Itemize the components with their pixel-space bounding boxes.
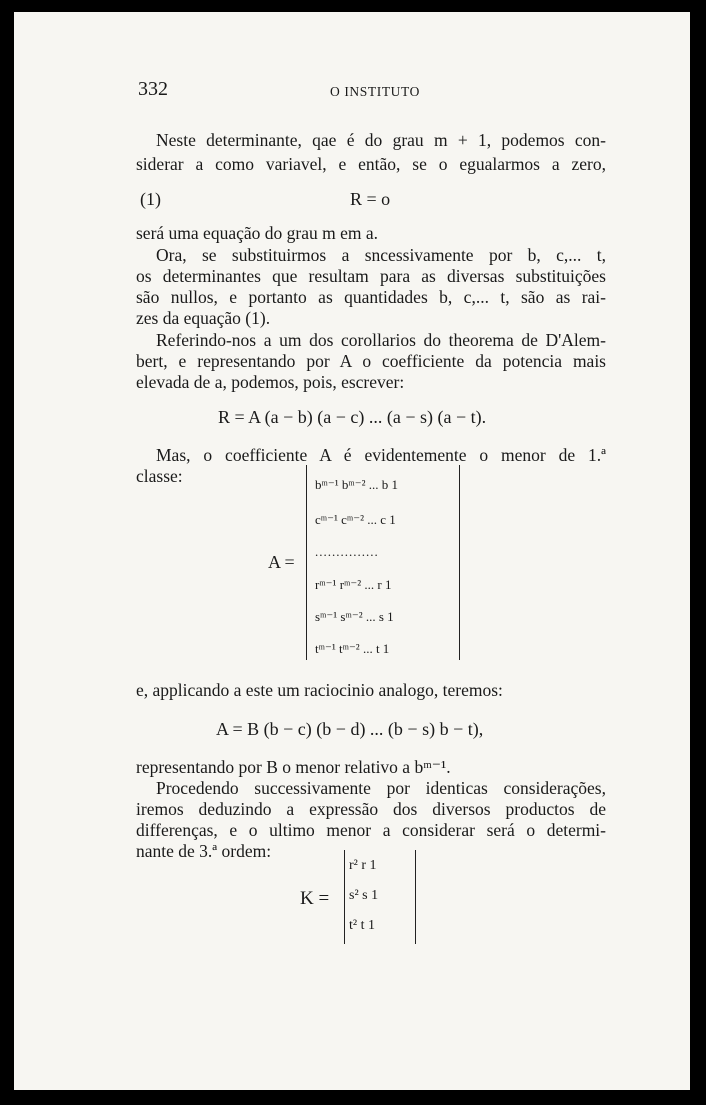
text-line: representando por B o menor relativo a bᵐ⁻¹. bbox=[136, 757, 451, 777]
page-number: 332 bbox=[138, 78, 168, 100]
text-line: Referindo-nos a um dos corollarios do theorema de D'Alem- bbox=[156, 330, 606, 350]
matrix-row: t² t 1 bbox=[349, 918, 375, 933]
text-line: e, applicando a este um raciocinio analogo, teremos: bbox=[136, 680, 503, 700]
matrix-row: r² r 1 bbox=[349, 858, 377, 873]
matrix-a bbox=[306, 465, 460, 660]
matrix-row: sᵐ⁻¹ sᵐ⁻² ... s 1 bbox=[315, 609, 394, 624]
equation-a-product: A = B (b − c) (b − d) ... (b − s) b − t), bbox=[216, 719, 484, 739]
text-line: Ora, se substituirmos a sncessivamente por b, c,... t, bbox=[156, 245, 606, 265]
matrix-k-label: K = bbox=[300, 888, 330, 909]
matrix-row: cᵐ⁻¹ cᵐ⁻² ... c 1 bbox=[315, 512, 396, 527]
text-line: classe: bbox=[136, 466, 183, 486]
text-line: nante de 3.ª ordem: bbox=[136, 841, 272, 861]
text-line: differenças, e o ultimo menor a considerar será o determi- bbox=[136, 820, 606, 840]
text-line: bert, e representando por A o coefficiente da potencia mais bbox=[136, 351, 606, 371]
matrix-row: s² s 1 bbox=[349, 888, 379, 903]
text-line: zes da equação (1). bbox=[136, 308, 271, 328]
text-line: Neste determinante, qae é do grau m + 1, podemos con- bbox=[156, 130, 606, 150]
equation-number: (1) bbox=[140, 189, 161, 209]
text-line: Mas, o coefficiente A é evidentemente o menor de 1.ª bbox=[156, 445, 606, 465]
equation-r-zero: R = o bbox=[350, 189, 391, 209]
matrix-ellipsis-row: ............... bbox=[315, 544, 379, 559]
matrix-a-label: A = bbox=[268, 552, 295, 572]
book-page bbox=[14, 12, 690, 1090]
text-line: os determinantes que resultam para as diversas substituições bbox=[136, 266, 606, 286]
text-line: iremos deduzindo a expressão dos diversos productos de bbox=[136, 799, 606, 819]
text-line: elevada de a, podemos, pois, escrever: bbox=[136, 372, 405, 392]
text-line: são nullos, e portanto as quantidades b, c,... t, são as rai- bbox=[136, 287, 606, 307]
matrix-row: bᵐ⁻¹ bᵐ⁻² ... b 1 bbox=[315, 477, 398, 492]
text-line: será uma equação do grau m em a. bbox=[136, 223, 378, 243]
matrix-row: rᵐ⁻¹ rᵐ⁻² ... r 1 bbox=[315, 577, 392, 592]
equation-r-product: R = A (a − b) (a − c) ... (a − s) (a − t). bbox=[218, 407, 487, 427]
matrix-k bbox=[344, 850, 416, 944]
matrix-row: tᵐ⁻¹ tᵐ⁻² ... t 1 bbox=[315, 641, 390, 656]
text-line: siderar a como variavel, e então, se o egualarmos a zero, bbox=[136, 154, 606, 174]
text-line: Procedendo successivamente por identicas considerações, bbox=[156, 778, 606, 798]
running-title: O INSTITUTO bbox=[330, 84, 420, 99]
